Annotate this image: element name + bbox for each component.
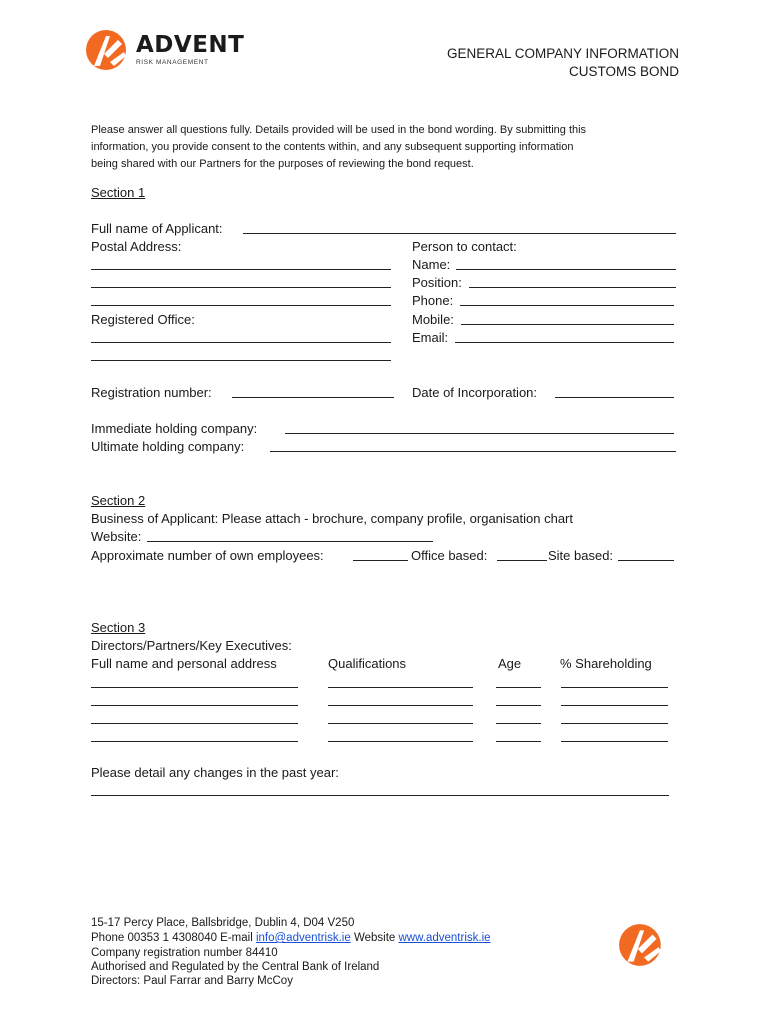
employees-label: Approximate number of own employees: [91,548,324,563]
director-qualifications-field[interactable] [328,723,473,724]
footer-email-link[interactable]: info@adventrisk.ie [255,932,351,944]
director-shareholding-field[interactable] [561,705,668,706]
column-full-name: Full name and personal address [91,656,277,671]
document-subtitle: CUSTOMS BOND [568,64,679,79]
contact-heading: Person to contact: [412,239,517,254]
ultimate-holding-label: Ultimate holding company: [91,439,245,454]
director-shareholding-field[interactable] [561,687,668,688]
registered-office-label: Registered Office: [91,312,195,327]
registered-office-field-2[interactable] [91,360,391,361]
contact-email-field[interactable] [455,342,674,343]
contact-mobile-label: Mobile: [412,312,454,327]
office-based-label: Office based: [411,548,488,563]
intro-line-2: information, you provide consent to the contents within, and any subsequent supporting information [91,141,574,153]
changes-label: Please detail any changes in the past year: [91,765,339,780]
column-shareholding: % Shareholding [560,656,652,671]
director-name-field[interactable] [91,705,298,706]
director-name-field[interactable] [91,687,298,688]
registration-number-field[interactable] [232,397,394,398]
director-age-field[interactable] [496,687,541,688]
immediate-holding-label: Immediate holding company: [91,421,258,436]
director-qualifications-field[interactable] [328,687,473,688]
section-1-heading: Section 1 [91,185,146,200]
director-shareholding-field[interactable] [561,723,668,724]
contact-email-label: Email: [412,330,449,345]
document-title: GENERAL COMPANY INFORMATION [446,46,679,61]
postal-address-field-2[interactable] [91,287,391,288]
advent-logo-icon [84,26,132,74]
contact-name-label: Name: [412,257,451,272]
contact-position-label: Position: [412,275,462,290]
employees-field[interactable] [353,560,408,561]
postal-address-field-1[interactable] [91,269,391,270]
ultimate-holding-field[interactable] [270,451,676,452]
date-of-incorporation-label: Date of Incorporation: [412,385,538,400]
section-2-heading: Section 2 [91,493,146,508]
site-based-label: Site based: [548,548,614,563]
full-name-field[interactable] [243,233,676,234]
footer-regulated: Authorised and Regulated by the Central Bank of Ireland [91,961,380,973]
contact-name-field[interactable] [456,269,676,270]
site-based-field[interactable] [618,560,674,561]
footer-logo-icon [617,920,667,970]
footer-address: 15-17 Percy Place, Ballsbridge, Dublin 4, D04 V250 [91,917,355,929]
section-3-heading: Section 3 [91,620,146,635]
intro-line-1: Please answer all questions fully. Details provided will be used in the bond wording. By submitting this [91,124,587,136]
director-age-field[interactable] [496,705,541,706]
footer-registration: Company registration number 84410 [91,947,278,959]
brand-subtitle: RISK MANAGEMENT [136,59,209,66]
registered-office-field-1[interactable] [91,342,391,343]
contact-mobile-field[interactable] [461,324,674,325]
company-logo [84,26,264,74]
director-name-field[interactable] [91,723,298,724]
registration-number-label: Registration number: [91,385,212,400]
footer-phone: Phone 00353 1 4308040 E-mail [91,932,256,944]
footer-website-link[interactable]: www.adventrisk.ie [398,932,491,944]
directors-label: Directors/Partners/Key Executives: [91,638,292,653]
director-shareholding-field[interactable] [561,741,668,742]
website-label: Website: [91,529,142,544]
contact-phone-label: Phone: [412,293,454,308]
immediate-holding-field[interactable] [285,433,674,434]
contact-position-field[interactable] [469,287,676,288]
postal-address-label: Postal Address: [91,239,182,254]
intro-line-3: being shared with our Partners for the purposes of reviewing the bond request. [91,158,474,170]
column-qualifications: Qualifications [328,656,407,671]
website-field[interactable] [147,541,433,542]
director-name-field[interactable] [91,741,298,742]
column-age: Age [498,656,522,671]
director-age-field[interactable] [496,723,541,724]
director-qualifications-field[interactable] [328,705,473,706]
director-qualifications-field[interactable] [328,741,473,742]
changes-field[interactable] [91,795,669,796]
footer-directors: Directors: Paul Farrar and Barry McCoy [91,975,293,987]
brand-name: ADVENT [136,32,245,58]
postal-address-field-3[interactable] [91,305,391,306]
full-name-label: Full name of Applicant: [91,221,223,236]
business-label: Business of Applicant: Please attach - brochure, company profile, organisation chart [91,511,573,526]
contact-phone-field[interactable] [460,305,674,306]
director-age-field[interactable] [496,741,541,742]
date-of-incorporation-field[interactable] [555,397,674,398]
footer-website-label: Website [350,932,399,944]
office-based-field[interactable] [497,560,547,561]
